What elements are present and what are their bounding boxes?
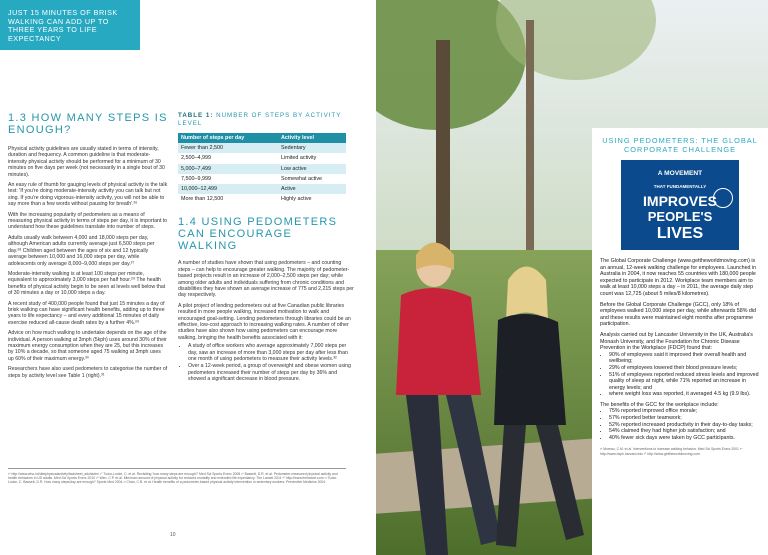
section-1-3-title: 1.3 HOW MANY STEPS IS ENOUGH? (8, 112, 168, 136)
gcc-panel (592, 128, 768, 555)
table-cell: More than 12,500 (178, 194, 278, 204)
table-cell: 7,500–9,999 (178, 174, 278, 184)
list-item: • Over a 12-week period, a group of overweight and obese women using pedometers increased their number of steps per day by 36% and showed a significant decrease in blood pressure. (188, 363, 354, 382)
logo-text: THAT FUNDAMENTALLY (653, 184, 707, 189)
footnotes: ²⁶ http://www.who.int/dietphysicalactivity/factsheet_adults/en/ ²⁷ Tudor-Locke, C. et al. Revisiting 'how many steps are enough?' Med Sci Sports Exerc 2008 ²⁸ Bassett, D.R. et al. Pedometer-measured physical activity and health behaviors in US adults. Med Sci Sports Exerc 2010 ²⁹ Wen, C.P. et al. Minimum amount of physical activity for reduced mortality and extended life expectancy. The Lancet 2011 ³⁰ http://www.thelancet.com ³¹ Tudor-Locke, C. Bassett, D.R. How many steps/day are enough? Sports Med 2004 ³² Chan, C.B. et al. Health benefits of a pedometer-based physical activity intervention in sedentary workers. Preventive Medicine 2004 (8, 468, 346, 485)
walker-leg (446, 395, 501, 545)
table-cell: Low active (278, 164, 346, 174)
list-item: • 57% reported better teamwork; (609, 415, 760, 422)
table-row (178, 174, 346, 184)
paragraph: A pilot project of lending pedometers out at five Canadian public libraries resulted in more people walking, increased motivation to walk and encouraged goal-setting. Lending pedometers through libraries could be an effective, low-cost approach to increasing walking rates. A number of other studies have also shown how using pedometers can encourage more walking, bringing the health benefits associated with it: (178, 302, 351, 341)
walker-leg (496, 425, 526, 547)
logo-text: LIVES (656, 225, 704, 242)
table-cell: 5,000–7,499 (178, 164, 278, 174)
table-row (178, 164, 346, 174)
list-item: • 29% of employees lowered their blood pressure levels; (609, 365, 760, 372)
right-page (376, 0, 768, 555)
walker-leg (406, 395, 448, 555)
logo-figure-icon (713, 188, 733, 208)
list-item: • 51% of employees reported reduced stress levels and improved quality of sleep at night, while 71% reported an increase in energy levels; and (609, 372, 760, 392)
list-item: • A study of office workers who average approximately 7,000 steps per day, saw an increase of more than 3,000 steps per day after less than one month of using pedometers to measure their activity levels.³² (188, 343, 354, 362)
col1-body (8, 146, 168, 379)
paragraph: Analysis carried out by Lancaster University in the UK, Australia's Monash University, and the Foundation for Chronic Disease Prevention in the Workplace (FDCP) found that: (600, 331, 753, 352)
table-row (178, 153, 346, 163)
paragraph: Moderate-intensity walking is at least 100 steps per minute, equivalent to approximately 3,000 steps per half hour.²⁹ The health benefits of physical activity begin to be seen at levels well below that of 30 minutes a day or 10,000 steps a day. (8, 270, 166, 297)
section-1-4-title: 1.4 USING PEDOMETERS CAN ENCOURAGE WALKING (178, 216, 338, 253)
steps-table (178, 133, 346, 204)
table-cell: Fewer than 2,500 (178, 143, 278, 153)
table-caption-text: NUMBER OF STEPS BY ACTIVITY LEVEL (178, 112, 342, 127)
table-cell: Sedentary (278, 143, 346, 153)
page-number: 10 (170, 532, 176, 538)
bullet-list (188, 343, 354, 382)
panel-title: USING PEDOMETERS: THE GLOBAL CORPORATE CHALLENGE (602, 136, 758, 154)
list-item: • 90% of employees said it improved their overall health and wellbeing; (609, 352, 760, 365)
findings-list (609, 352, 760, 398)
table-caption-label: TABLE 1: (178, 112, 214, 119)
paragraph: The benefits of the GCC for the workplace include: (600, 401, 719, 408)
logo-text: PEOPLE'S (647, 209, 713, 224)
paragraph: Physical activity guidelines are usually stated in terms of intensity, duration and frequency. A common guideline is that moderate-intensity physical activity should be performed for a minimum of 30 minutes on five days per week (not necessarily in a single bout of 30 minutes). (8, 146, 165, 178)
photo-walkers (376, 225, 596, 555)
paragraph: With the increasing popularity of pedometers as a means of measuring physical activity in terms of steps per day, it is important to understand how these guidelines translate into number of steps. (8, 211, 168, 231)
col2-body (178, 260, 354, 382)
column-2 (178, 112, 354, 383)
logo-text: A MOVEMENT (657, 170, 703, 177)
callout-box: JUST 15 MINUTES OF BRISK WALKING CAN ADD UP TO THREE YEARS TO LIFE EXPECTANCY (0, 0, 140, 50)
benefits-list (609, 408, 760, 441)
paragraph: Advice on how much walking to undertake depends on the age of the individual. A person walking at 3mph (5kph) uses around 30% of their maximum energy consumption when they are 25, but this increases by 10% a decade, so that someone aged 75 walking at 3mph uses up 60% of their maximum energy.³⁰ (8, 330, 167, 362)
panel-body (600, 258, 760, 456)
paragraph: Adults usually walk between 4,000 and 18,000 steps per day, although American adults currently average just 6,500 steps per day.²⁸ Children aged between the ages of six and 12 typically average between 10,000 and 16,000 steps per day, while adolescents only average 8,000–9,000 steps per day.²⁷ (8, 234, 155, 267)
table-cell: 2,500–4,999 (178, 153, 278, 163)
left-page (0, 0, 376, 555)
panel-footnote: ³³ Moreau, C.M. et al. Interventions to increase walking behavior. Med Sci Sports Exerc 2001 ³⁴ http://www.hsph.harvard.edu ³⁵ http://www.gettheworldmoving.com (600, 447, 743, 456)
list-item: • 75% reported improved office morale; (609, 408, 760, 415)
table-caption (178, 112, 354, 127)
walker-hair (506, 267, 548, 321)
table-cell: Limited activity (278, 153, 346, 163)
table-cell: Somewhat active (278, 174, 346, 184)
list-item: • where weight loss was reported, it averaged 4.5 kg (9.9 lbs). (609, 391, 760, 398)
paragraph: The Global Corporate Challenge (www.gettheworldmoving.com) is an annual, 12-week walking challenge for employees. Launched in Australia in 2004, it now reaches 55 countries with 180,000 people expected to participate in 2012. Workplace team members aim to walk at least 10,000 steps a day – in 2011, the average daily step count was 12,725 (about 5 miles/8 kilometres). (600, 258, 757, 297)
table-cell: Active (278, 184, 346, 194)
table-cell: 10,000–12,499 (178, 184, 278, 194)
logo-text: IMPROVES (643, 193, 717, 209)
table-cell: Highly active (278, 194, 346, 204)
paragraph: Before the Global Corporate Challenge (GCC), only 18% of employees walked 10,000 steps per day, while afterwards 58% did and these results were maintained eight months after programme participation. (600, 301, 756, 328)
paragraph: A number of studies have shown that using pedometers – and counting steps – can help to encourage greater walking. The majority of pedometer-based projects result in an increase of 2,000–2,500 steps per day; while among older adults and individuals suffering from chronic conditions and disabilities they have shown an average increase of 775 and 2,215 steps per day respectively. (178, 260, 354, 299)
list-item: • 52% reported increased productivity in their day-to-day tasks; (609, 422, 760, 429)
walker-jacket (494, 314, 566, 425)
table-header: Number of steps per day (178, 133, 278, 143)
list-item: • 40% fewer sick days were taken by GCC participants. (609, 435, 760, 442)
walker-jacket (396, 288, 481, 395)
paragraph: A recent study of 400,000 people found that just 15 minutes a day of brisk walking can have significant health benefits, adding up to three years to life expectancy – and every additional 15 minutes of daily exercise reduced all-cause death rates by a further 4%.²⁹ (8, 300, 165, 326)
paragraph: An easy rule of thumb for gauging levels of physical activity is the talk test: 'If you're doing moderate-intensity activity you can talk but not sing. If you're doing vigorous-intensity activity, you will not be able to say more than a few words without pausing for breath'.²⁶ (8, 182, 168, 208)
table-header: Activity level (278, 133, 346, 143)
table-row (178, 143, 346, 153)
walker-leg (536, 425, 584, 540)
paragraph: Researchers have also used pedometers to categorise the number of steps by activity level see Table 1 (right).³¹ (8, 366, 168, 379)
gcc-logo (621, 160, 739, 250)
column-1 (8, 112, 168, 379)
table-row (178, 184, 346, 194)
table-row (178, 194, 346, 204)
list-item: • 54% claimed they had higher job satisfaction; and (609, 428, 760, 435)
